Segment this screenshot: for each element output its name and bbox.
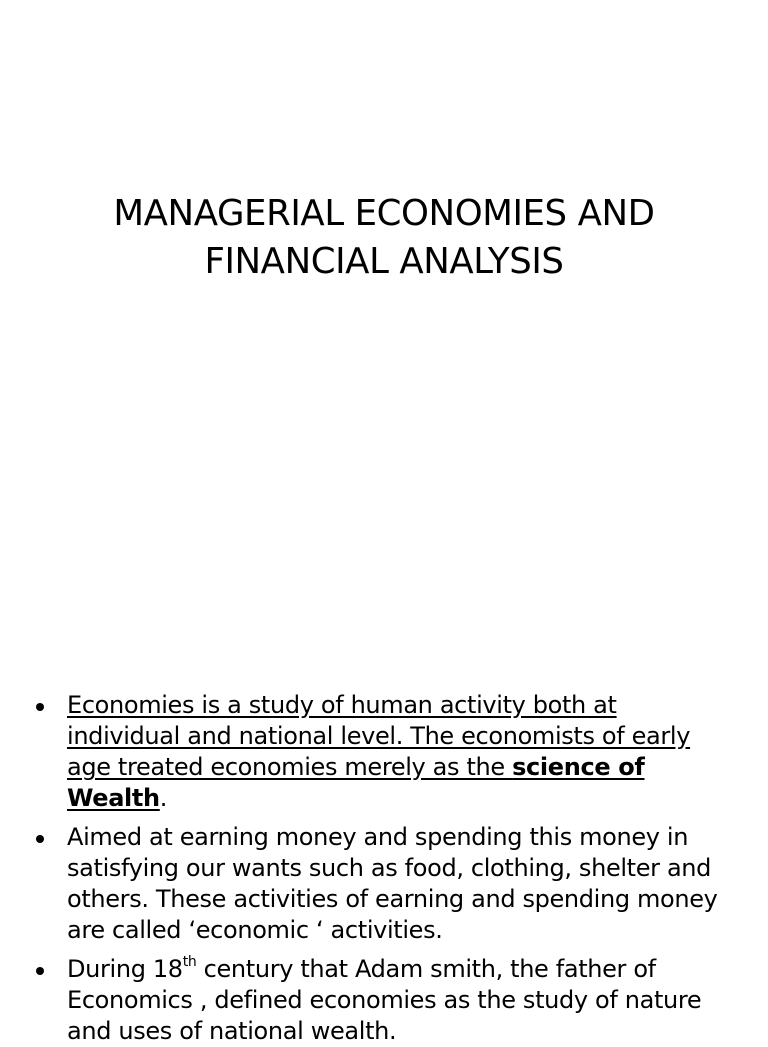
slide-title-line-2: FINANCIAL ANALYSIS: [204, 241, 564, 282]
bullet-1-bold-1: science of: [512, 753, 645, 781]
bullet-2-line-3: others. These activities of earning and spending money: [67, 885, 718, 913]
bullet-item-3: [67, 954, 747, 1047]
bullet-1-line-3: age treated economies merely as the: [67, 753, 513, 781]
bullet-1-bold-2: Wealth: [67, 784, 160, 812]
bullet-1-line-1: Economies is a study of human activity both at: [67, 691, 617, 719]
bullet-2-line-2: satisfying our wants such as food, clothing, shelter and: [67, 854, 712, 882]
slide-title-line-1: MANAGERIAL ECONOMIES AND: [113, 193, 655, 234]
bullet-3-line-2: Economics , defined economies as the study of nature: [67, 986, 702, 1014]
bullet-1-tail: .: [159, 784, 168, 812]
bullet-dot-icon: [36, 835, 44, 843]
bullet-3-sup: th: [182, 954, 197, 970]
bullet-3-post: century that Adam smith, the father of: [196, 955, 656, 983]
bullet-item-2: [67, 822, 747, 946]
bullet-2-line-1: Aimed at earning money and spending this money in: [67, 823, 689, 851]
bullet-dot-icon: [36, 703, 44, 711]
bullet-3-pre: During 18: [67, 955, 183, 983]
bullet-dot-icon: [36, 967, 44, 975]
bullet-1-line-2: individual and national level. The economists of early: [67, 722, 691, 750]
bullet-2-line-4: are called ‘economic ‘ activities.: [67, 916, 443, 944]
bullet-3-line-3: and uses of national wealth.: [67, 1017, 397, 1045]
bullet-item-1: [67, 690, 747, 814]
